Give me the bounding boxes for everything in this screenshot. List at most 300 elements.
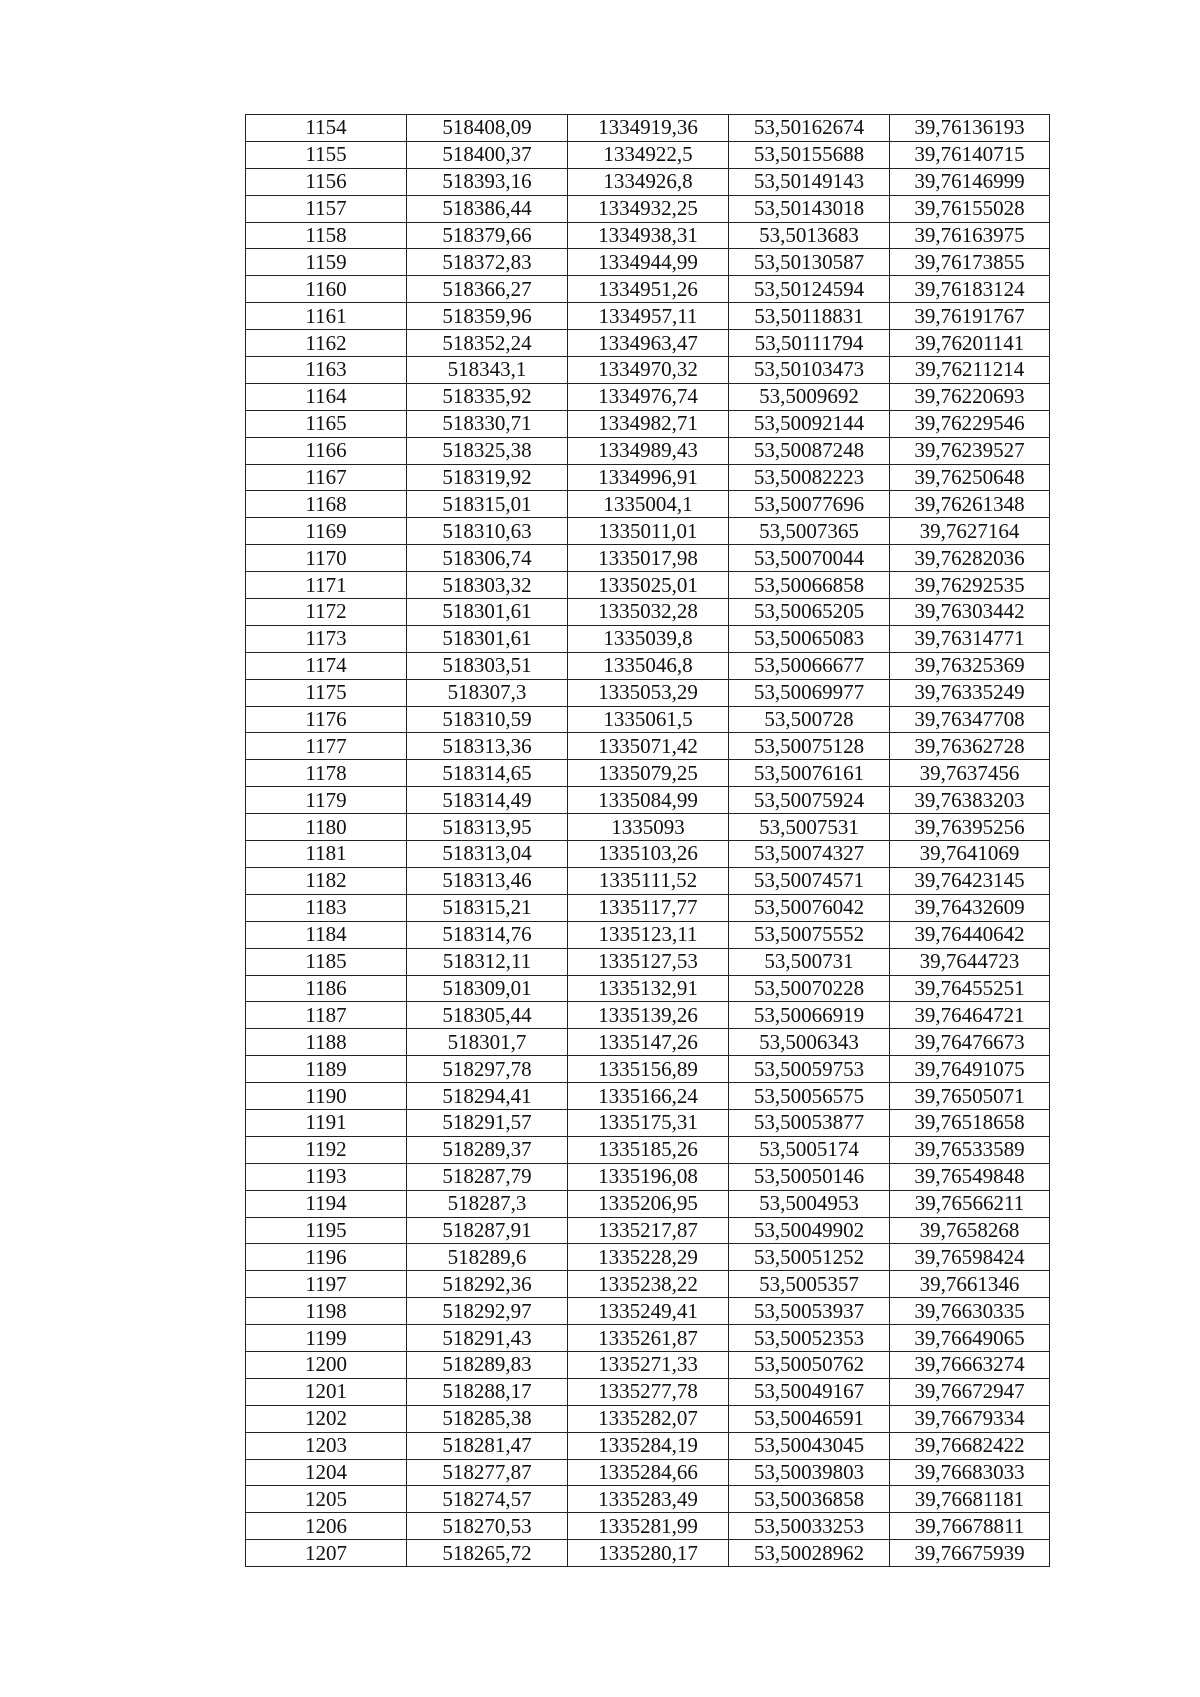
latitude-cell: 53,5009692 bbox=[729, 383, 890, 410]
longitude-cell: 39,76191767 bbox=[890, 303, 1050, 330]
longitude-cell: 39,76491075 bbox=[890, 1056, 1050, 1083]
table-row bbox=[246, 867, 1050, 894]
latitude-cell: 53,50149143 bbox=[729, 168, 890, 195]
latitude-cell: 53,50130587 bbox=[729, 249, 890, 276]
y-coordinate-cell: 1335196,08 bbox=[568, 1163, 729, 1190]
point-number-cell: 1193 bbox=[246, 1163, 407, 1190]
x-coordinate-cell: 518305,44 bbox=[407, 1002, 568, 1029]
latitude-cell: 53,50052353 bbox=[729, 1325, 890, 1352]
table-row bbox=[246, 841, 1050, 868]
latitude-cell: 53,50076161 bbox=[729, 760, 890, 787]
y-coordinate-cell: 1335166,24 bbox=[568, 1083, 729, 1110]
latitude-cell: 53,50051252 bbox=[729, 1244, 890, 1271]
y-coordinate-cell: 1334963,47 bbox=[568, 330, 729, 357]
latitude-cell: 53,5004953 bbox=[729, 1190, 890, 1217]
table-row bbox=[246, 491, 1050, 518]
x-coordinate-cell: 518343,1 bbox=[407, 357, 568, 384]
y-coordinate-cell: 1335283,49 bbox=[568, 1486, 729, 1513]
point-number-cell: 1206 bbox=[246, 1513, 407, 1540]
point-number-cell: 1175 bbox=[246, 679, 407, 706]
longitude-cell: 39,7637456 bbox=[890, 760, 1050, 787]
point-number-cell: 1159 bbox=[246, 249, 407, 276]
x-coordinate-cell: 518292,36 bbox=[407, 1271, 568, 1298]
coordinates-table-container bbox=[245, 114, 1049, 1567]
longitude-cell: 39,76440642 bbox=[890, 921, 1050, 948]
point-number-cell: 1200 bbox=[246, 1351, 407, 1378]
table-row bbox=[246, 1351, 1050, 1378]
x-coordinate-cell: 518313,36 bbox=[407, 733, 568, 760]
latitude-cell: 53,50059753 bbox=[729, 1056, 890, 1083]
latitude-cell: 53,50053937 bbox=[729, 1298, 890, 1325]
table-row bbox=[246, 1298, 1050, 1325]
point-number-cell: 1156 bbox=[246, 168, 407, 195]
latitude-cell: 53,50155688 bbox=[729, 141, 890, 168]
longitude-cell: 39,76476673 bbox=[890, 1029, 1050, 1056]
point-number-cell: 1168 bbox=[246, 491, 407, 518]
y-coordinate-cell: 1335284,66 bbox=[568, 1459, 729, 1486]
point-number-cell: 1171 bbox=[246, 572, 407, 599]
latitude-cell: 53,50111794 bbox=[729, 330, 890, 357]
table-row bbox=[246, 921, 1050, 948]
point-number-cell: 1202 bbox=[246, 1405, 407, 1432]
table-row bbox=[246, 1271, 1050, 1298]
table-row bbox=[246, 195, 1050, 222]
x-coordinate-cell: 518352,24 bbox=[407, 330, 568, 357]
longitude-cell: 39,7627164 bbox=[890, 518, 1050, 545]
latitude-cell: 53,50118831 bbox=[729, 303, 890, 330]
y-coordinate-cell: 1335175,31 bbox=[568, 1109, 729, 1136]
latitude-cell: 53,50056575 bbox=[729, 1083, 890, 1110]
y-coordinate-cell: 1335271,33 bbox=[568, 1351, 729, 1378]
longitude-cell: 39,76325369 bbox=[890, 652, 1050, 679]
point-number-cell: 1198 bbox=[246, 1298, 407, 1325]
latitude-cell: 53,50036858 bbox=[729, 1486, 890, 1513]
longitude-cell: 39,76432609 bbox=[890, 894, 1050, 921]
point-number-cell: 1183 bbox=[246, 894, 407, 921]
x-coordinate-cell: 518285,38 bbox=[407, 1405, 568, 1432]
point-number-cell: 1191 bbox=[246, 1109, 407, 1136]
longitude-cell: 39,76682422 bbox=[890, 1432, 1050, 1459]
point-number-cell: 1163 bbox=[246, 357, 407, 384]
y-coordinate-cell: 1334951,26 bbox=[568, 276, 729, 303]
x-coordinate-cell: 518313,46 bbox=[407, 867, 568, 894]
latitude-cell: 53,5005357 bbox=[729, 1271, 890, 1298]
latitude-cell: 53,50075552 bbox=[729, 921, 890, 948]
longitude-cell: 39,76678811 bbox=[890, 1513, 1050, 1540]
point-number-cell: 1157 bbox=[246, 195, 407, 222]
y-coordinate-cell: 1335147,26 bbox=[568, 1029, 729, 1056]
latitude-cell: 53,5013683 bbox=[729, 222, 890, 249]
coordinates-table bbox=[245, 114, 1050, 1567]
latitude-cell: 53,50075924 bbox=[729, 787, 890, 814]
longitude-cell: 39,76683033 bbox=[890, 1459, 1050, 1486]
latitude-cell: 53,50069977 bbox=[729, 679, 890, 706]
latitude-cell: 53,5006343 bbox=[729, 1029, 890, 1056]
x-coordinate-cell: 518303,51 bbox=[407, 652, 568, 679]
y-coordinate-cell: 1334996,91 bbox=[568, 464, 729, 491]
x-coordinate-cell: 518265,72 bbox=[407, 1540, 568, 1567]
y-coordinate-cell: 1335084,99 bbox=[568, 787, 729, 814]
y-coordinate-cell: 1335156,89 bbox=[568, 1056, 729, 1083]
y-coordinate-cell: 1335249,41 bbox=[568, 1298, 729, 1325]
latitude-cell: 53,50092144 bbox=[729, 410, 890, 437]
point-number-cell: 1160 bbox=[246, 276, 407, 303]
latitude-cell: 53,50074327 bbox=[729, 841, 890, 868]
latitude-cell: 53,500731 bbox=[729, 948, 890, 975]
x-coordinate-cell: 518312,11 bbox=[407, 948, 568, 975]
longitude-cell: 39,76314771 bbox=[890, 625, 1050, 652]
longitude-cell: 39,76155028 bbox=[890, 195, 1050, 222]
y-coordinate-cell: 1335238,22 bbox=[568, 1271, 729, 1298]
latitude-cell: 53,50033253 bbox=[729, 1513, 890, 1540]
point-number-cell: 1166 bbox=[246, 437, 407, 464]
longitude-cell: 39,76518658 bbox=[890, 1109, 1050, 1136]
table-row bbox=[246, 1109, 1050, 1136]
latitude-cell: 53,5005174 bbox=[729, 1136, 890, 1163]
longitude-cell: 39,76335249 bbox=[890, 679, 1050, 706]
y-coordinate-cell: 1335185,26 bbox=[568, 1136, 729, 1163]
y-coordinate-cell: 1335071,42 bbox=[568, 733, 729, 760]
x-coordinate-cell: 518393,16 bbox=[407, 168, 568, 195]
x-coordinate-cell: 518335,92 bbox=[407, 383, 568, 410]
point-number-cell: 1186 bbox=[246, 975, 407, 1002]
y-coordinate-cell: 1335103,26 bbox=[568, 841, 729, 868]
y-coordinate-cell: 1335217,87 bbox=[568, 1217, 729, 1244]
y-coordinate-cell: 1334932,25 bbox=[568, 195, 729, 222]
longitude-cell: 39,76136193 bbox=[890, 115, 1050, 142]
latitude-cell: 53,50082223 bbox=[729, 464, 890, 491]
longitude-cell: 39,76630335 bbox=[890, 1298, 1050, 1325]
y-coordinate-cell: 1334976,74 bbox=[568, 383, 729, 410]
latitude-cell: 53,50053877 bbox=[729, 1109, 890, 1136]
y-coordinate-cell: 1334989,43 bbox=[568, 437, 729, 464]
longitude-cell: 39,76681181 bbox=[890, 1486, 1050, 1513]
y-coordinate-cell: 1335079,25 bbox=[568, 760, 729, 787]
longitude-cell: 39,76362728 bbox=[890, 733, 1050, 760]
longitude-cell: 39,76220693 bbox=[890, 383, 1050, 410]
table-row bbox=[246, 1056, 1050, 1083]
point-number-cell: 1185 bbox=[246, 948, 407, 975]
x-coordinate-cell: 518315,21 bbox=[407, 894, 568, 921]
latitude-cell: 53,50143018 bbox=[729, 195, 890, 222]
table-row bbox=[246, 249, 1050, 276]
latitude-cell: 53,50103473 bbox=[729, 357, 890, 384]
point-number-cell: 1184 bbox=[246, 921, 407, 948]
x-coordinate-cell: 518313,95 bbox=[407, 814, 568, 841]
latitude-cell: 53,50070044 bbox=[729, 545, 890, 572]
longitude-cell: 39,76505071 bbox=[890, 1083, 1050, 1110]
point-number-cell: 1165 bbox=[246, 410, 407, 437]
table-row bbox=[246, 599, 1050, 626]
table-body bbox=[246, 115, 1050, 1567]
longitude-cell: 39,76183124 bbox=[890, 276, 1050, 303]
latitude-cell: 53,50050146 bbox=[729, 1163, 890, 1190]
longitude-cell: 39,76250648 bbox=[890, 464, 1050, 491]
x-coordinate-cell: 518287,79 bbox=[407, 1163, 568, 1190]
table-row bbox=[246, 1378, 1050, 1405]
latitude-cell: 53,50043045 bbox=[729, 1432, 890, 1459]
y-coordinate-cell: 1335284,19 bbox=[568, 1432, 729, 1459]
table-row bbox=[246, 975, 1050, 1002]
point-number-cell: 1178 bbox=[246, 760, 407, 787]
table-row bbox=[246, 141, 1050, 168]
x-coordinate-cell: 518301,61 bbox=[407, 625, 568, 652]
point-number-cell: 1162 bbox=[246, 330, 407, 357]
point-number-cell: 1195 bbox=[246, 1217, 407, 1244]
table-row bbox=[246, 1486, 1050, 1513]
x-coordinate-cell: 518309,01 bbox=[407, 975, 568, 1002]
table-row bbox=[246, 303, 1050, 330]
y-coordinate-cell: 1335280,17 bbox=[568, 1540, 729, 1567]
longitude-cell: 39,76395256 bbox=[890, 814, 1050, 841]
point-number-cell: 1176 bbox=[246, 706, 407, 733]
point-number-cell: 1181 bbox=[246, 841, 407, 868]
latitude-cell: 53,50124594 bbox=[729, 276, 890, 303]
point-number-cell: 1190 bbox=[246, 1083, 407, 1110]
point-number-cell: 1180 bbox=[246, 814, 407, 841]
x-coordinate-cell: 518359,96 bbox=[407, 303, 568, 330]
point-number-cell: 1194 bbox=[246, 1190, 407, 1217]
latitude-cell: 53,50066919 bbox=[729, 1002, 890, 1029]
latitude-cell: 53,50075128 bbox=[729, 733, 890, 760]
x-coordinate-cell: 518277,87 bbox=[407, 1459, 568, 1486]
point-number-cell: 1188 bbox=[246, 1029, 407, 1056]
x-coordinate-cell: 518301,61 bbox=[407, 599, 568, 626]
table-row bbox=[246, 1540, 1050, 1567]
point-number-cell: 1192 bbox=[246, 1136, 407, 1163]
table-row bbox=[246, 1405, 1050, 1432]
y-coordinate-cell: 1334944,99 bbox=[568, 249, 729, 276]
x-coordinate-cell: 518289,37 bbox=[407, 1136, 568, 1163]
table-row bbox=[246, 1029, 1050, 1056]
x-coordinate-cell: 518408,09 bbox=[407, 115, 568, 142]
table-row bbox=[246, 652, 1050, 679]
point-number-cell: 1154 bbox=[246, 115, 407, 142]
latitude-cell: 53,50028962 bbox=[729, 1540, 890, 1567]
latitude-cell: 53,50039803 bbox=[729, 1459, 890, 1486]
latitude-cell: 53,50065083 bbox=[729, 625, 890, 652]
table-row bbox=[246, 572, 1050, 599]
longitude-cell: 39,76239527 bbox=[890, 437, 1050, 464]
y-coordinate-cell: 1334957,11 bbox=[568, 303, 729, 330]
point-number-cell: 1207 bbox=[246, 1540, 407, 1567]
longitude-cell: 39,76675939 bbox=[890, 1540, 1050, 1567]
point-number-cell: 1173 bbox=[246, 625, 407, 652]
y-coordinate-cell: 1335123,11 bbox=[568, 921, 729, 948]
y-coordinate-cell: 1335261,87 bbox=[568, 1325, 729, 1352]
x-coordinate-cell: 518325,38 bbox=[407, 437, 568, 464]
point-number-cell: 1203 bbox=[246, 1432, 407, 1459]
latitude-cell: 53,50087248 bbox=[729, 437, 890, 464]
longitude-cell: 39,76282036 bbox=[890, 545, 1050, 572]
longitude-cell: 39,76464721 bbox=[890, 1002, 1050, 1029]
longitude-cell: 39,76146999 bbox=[890, 168, 1050, 195]
y-coordinate-cell: 1334926,8 bbox=[568, 168, 729, 195]
point-number-cell: 1182 bbox=[246, 867, 407, 894]
longitude-cell: 39,76663274 bbox=[890, 1351, 1050, 1378]
point-number-cell: 1189 bbox=[246, 1056, 407, 1083]
table-row bbox=[246, 787, 1050, 814]
y-coordinate-cell: 1335004,1 bbox=[568, 491, 729, 518]
table-row bbox=[246, 437, 1050, 464]
longitude-cell: 39,7641069 bbox=[890, 841, 1050, 868]
table-row bbox=[246, 1190, 1050, 1217]
y-coordinate-cell: 1334919,36 bbox=[568, 115, 729, 142]
table-row bbox=[246, 760, 1050, 787]
x-coordinate-cell: 518313,04 bbox=[407, 841, 568, 868]
longitude-cell: 39,76229546 bbox=[890, 410, 1050, 437]
y-coordinate-cell: 1335039,8 bbox=[568, 625, 729, 652]
x-coordinate-cell: 518270,53 bbox=[407, 1513, 568, 1540]
point-number-cell: 1164 bbox=[246, 383, 407, 410]
point-number-cell: 1158 bbox=[246, 222, 407, 249]
longitude-cell: 39,76533589 bbox=[890, 1136, 1050, 1163]
y-coordinate-cell: 1335025,01 bbox=[568, 572, 729, 599]
longitude-cell: 39,76347708 bbox=[890, 706, 1050, 733]
longitude-cell: 39,76549848 bbox=[890, 1163, 1050, 1190]
longitude-cell: 39,76672947 bbox=[890, 1378, 1050, 1405]
point-number-cell: 1187 bbox=[246, 1002, 407, 1029]
x-coordinate-cell: 518288,17 bbox=[407, 1378, 568, 1405]
table-row bbox=[246, 1002, 1050, 1029]
x-coordinate-cell: 518303,32 bbox=[407, 572, 568, 599]
y-coordinate-cell: 1335011,01 bbox=[568, 518, 729, 545]
x-coordinate-cell: 518289,83 bbox=[407, 1351, 568, 1378]
y-coordinate-cell: 1335281,99 bbox=[568, 1513, 729, 1540]
table-row bbox=[246, 168, 1050, 195]
x-coordinate-cell: 518287,91 bbox=[407, 1217, 568, 1244]
table-row bbox=[246, 948, 1050, 975]
point-number-cell: 1199 bbox=[246, 1325, 407, 1352]
table-row bbox=[246, 679, 1050, 706]
table-row bbox=[246, 706, 1050, 733]
x-coordinate-cell: 518315,01 bbox=[407, 491, 568, 518]
longitude-cell: 39,76173855 bbox=[890, 249, 1050, 276]
y-coordinate-cell: 1335127,53 bbox=[568, 948, 729, 975]
longitude-cell: 39,7644723 bbox=[890, 948, 1050, 975]
x-coordinate-cell: 518330,71 bbox=[407, 410, 568, 437]
longitude-cell: 39,76201141 bbox=[890, 330, 1050, 357]
latitude-cell: 53,50074571 bbox=[729, 867, 890, 894]
table-row bbox=[246, 357, 1050, 384]
y-coordinate-cell: 1335228,29 bbox=[568, 1244, 729, 1271]
table-row bbox=[246, 222, 1050, 249]
x-coordinate-cell: 518366,27 bbox=[407, 276, 568, 303]
table-row bbox=[246, 1432, 1050, 1459]
longitude-cell: 39,76598424 bbox=[890, 1244, 1050, 1271]
point-number-cell: 1204 bbox=[246, 1459, 407, 1486]
y-coordinate-cell: 1335053,29 bbox=[568, 679, 729, 706]
y-coordinate-cell: 1334970,32 bbox=[568, 357, 729, 384]
y-coordinate-cell: 1335117,77 bbox=[568, 894, 729, 921]
table-row bbox=[246, 1325, 1050, 1352]
latitude-cell: 53,50049902 bbox=[729, 1217, 890, 1244]
point-number-cell: 1169 bbox=[246, 518, 407, 545]
latitude-cell: 53,50162674 bbox=[729, 115, 890, 142]
table-row bbox=[246, 330, 1050, 357]
point-number-cell: 1172 bbox=[246, 599, 407, 626]
table-row bbox=[246, 1217, 1050, 1244]
latitude-cell: 53,5007365 bbox=[729, 518, 890, 545]
y-coordinate-cell: 1335017,98 bbox=[568, 545, 729, 572]
y-coordinate-cell: 1335032,28 bbox=[568, 599, 729, 626]
point-number-cell: 1179 bbox=[246, 787, 407, 814]
longitude-cell: 39,76163975 bbox=[890, 222, 1050, 249]
table-row bbox=[246, 814, 1050, 841]
point-number-cell: 1197 bbox=[246, 1271, 407, 1298]
x-coordinate-cell: 518281,47 bbox=[407, 1432, 568, 1459]
longitude-cell: 39,76303442 bbox=[890, 599, 1050, 626]
x-coordinate-cell: 518310,59 bbox=[407, 706, 568, 733]
longitude-cell: 39,76455251 bbox=[890, 975, 1050, 1002]
latitude-cell: 53,50065205 bbox=[729, 599, 890, 626]
table-row bbox=[246, 1136, 1050, 1163]
latitude-cell: 53,50046591 bbox=[729, 1405, 890, 1432]
x-coordinate-cell: 518292,97 bbox=[407, 1298, 568, 1325]
x-coordinate-cell: 518310,63 bbox=[407, 518, 568, 545]
latitude-cell: 53,50066677 bbox=[729, 652, 890, 679]
x-coordinate-cell: 518301,7 bbox=[407, 1029, 568, 1056]
longitude-cell: 39,76211214 bbox=[890, 357, 1050, 384]
point-number-cell: 1174 bbox=[246, 652, 407, 679]
y-coordinate-cell: 1335046,8 bbox=[568, 652, 729, 679]
x-coordinate-cell: 518372,83 bbox=[407, 249, 568, 276]
y-coordinate-cell: 1334982,71 bbox=[568, 410, 729, 437]
longitude-cell: 39,76383203 bbox=[890, 787, 1050, 814]
point-number-cell: 1161 bbox=[246, 303, 407, 330]
point-number-cell: 1155 bbox=[246, 141, 407, 168]
table-row bbox=[246, 410, 1050, 437]
table-row bbox=[246, 518, 1050, 545]
x-coordinate-cell: 518294,41 bbox=[407, 1083, 568, 1110]
point-number-cell: 1201 bbox=[246, 1378, 407, 1405]
y-coordinate-cell: 1335206,95 bbox=[568, 1190, 729, 1217]
longitude-cell: 39,7661346 bbox=[890, 1271, 1050, 1298]
y-coordinate-cell: 1334938,31 bbox=[568, 222, 729, 249]
x-coordinate-cell: 518386,44 bbox=[407, 195, 568, 222]
latitude-cell: 53,50076042 bbox=[729, 894, 890, 921]
y-coordinate-cell: 1335277,78 bbox=[568, 1378, 729, 1405]
longitude-cell: 39,76649065 bbox=[890, 1325, 1050, 1352]
x-coordinate-cell: 518291,57 bbox=[407, 1109, 568, 1136]
table-row bbox=[246, 733, 1050, 760]
table-row bbox=[246, 625, 1050, 652]
latitude-cell: 53,50066858 bbox=[729, 572, 890, 599]
x-coordinate-cell: 518379,66 bbox=[407, 222, 568, 249]
x-coordinate-cell: 518314,76 bbox=[407, 921, 568, 948]
y-coordinate-cell: 1335111,52 bbox=[568, 867, 729, 894]
y-coordinate-cell: 1334922,5 bbox=[568, 141, 729, 168]
longitude-cell: 39,76261348 bbox=[890, 491, 1050, 518]
point-number-cell: 1177 bbox=[246, 733, 407, 760]
x-coordinate-cell: 518314,49 bbox=[407, 787, 568, 814]
x-coordinate-cell: 518306,74 bbox=[407, 545, 568, 572]
y-coordinate-cell: 1335093 bbox=[568, 814, 729, 841]
y-coordinate-cell: 1335139,26 bbox=[568, 1002, 729, 1029]
x-coordinate-cell: 518287,3 bbox=[407, 1190, 568, 1217]
longitude-cell: 39,76423145 bbox=[890, 867, 1050, 894]
point-number-cell: 1196 bbox=[246, 1244, 407, 1271]
table-row bbox=[246, 1163, 1050, 1190]
x-coordinate-cell: 518400,37 bbox=[407, 141, 568, 168]
latitude-cell: 53,500728 bbox=[729, 706, 890, 733]
table-row bbox=[246, 1459, 1050, 1486]
point-number-cell: 1167 bbox=[246, 464, 407, 491]
longitude-cell: 39,76679334 bbox=[890, 1405, 1050, 1432]
table-row bbox=[246, 1083, 1050, 1110]
latitude-cell: 53,5007531 bbox=[729, 814, 890, 841]
table-row bbox=[246, 115, 1050, 142]
